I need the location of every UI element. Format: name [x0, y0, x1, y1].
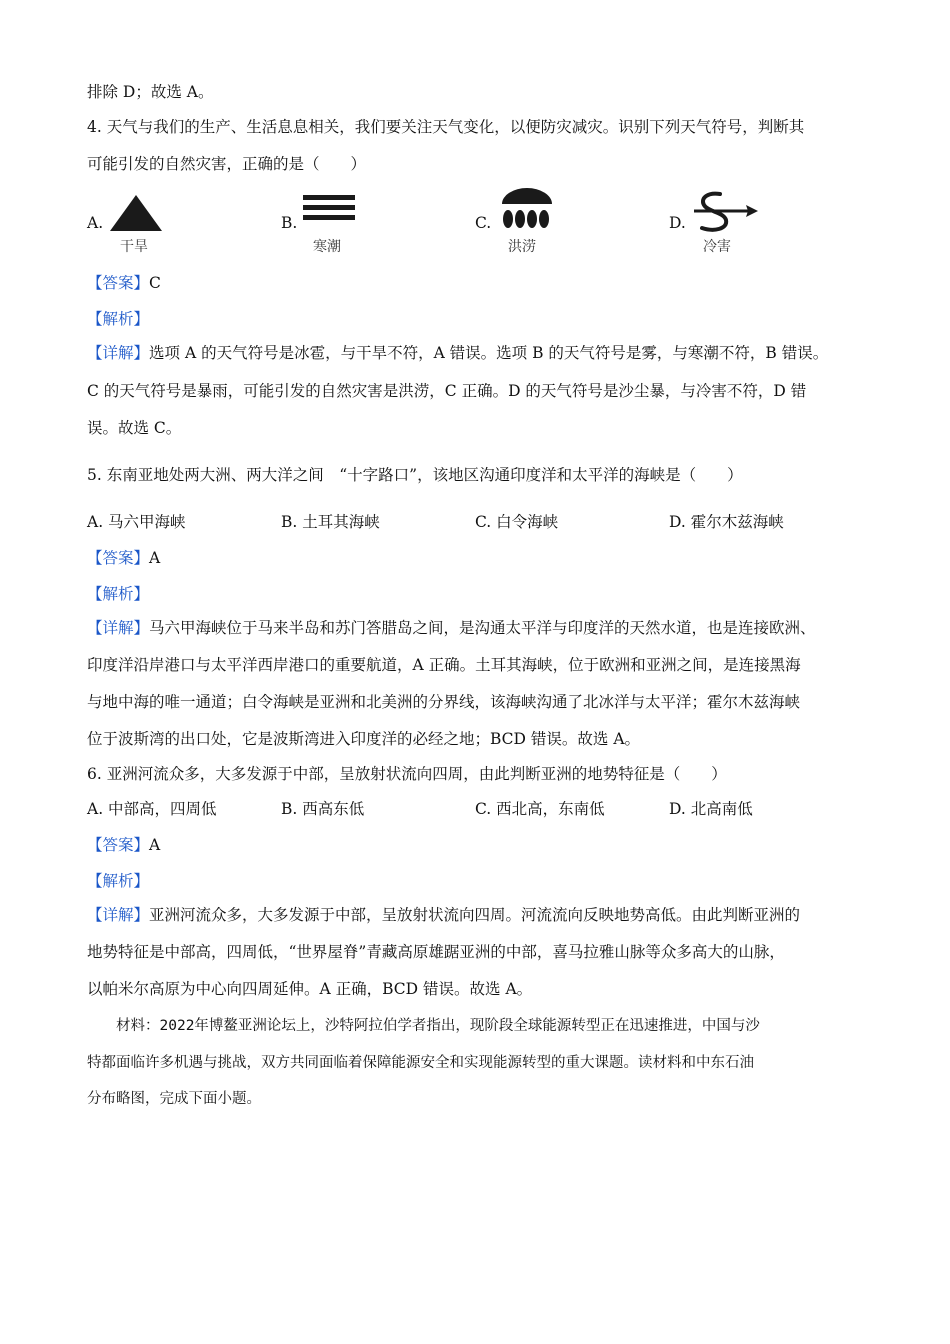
q4-detail-line-2: C 的天气符号是暴雨，可能引发的自然灾害是洪涝，C 正确。D 的天气符号是沙尘暴，与冷害不符，D 错: [87, 382, 807, 400]
q4-option-c-label: C.: [475, 214, 492, 232]
q4-option-a-label: A.: [87, 214, 104, 232]
detail-tag: 【详解】: [87, 344, 150, 362]
detail-text: 亚洲河流众多，大多发源于中部，呈放射状流向四周。河流流向反映地势高低。由此判断亚洲的: [149, 906, 801, 924]
q6-detail-line-1: [87, 905, 800, 925]
question-6-stem: 6. 亚洲河流众多，大多发源于中部，呈放射状流向四周，由此判断亚洲的地势特征是（ ）: [87, 765, 727, 783]
question-5-stem: 5. 东南亚地处两大洲、两大洋之间 “十字路口”，该地区沟通印度洋和太平洋的海峡是（ ）: [87, 466, 743, 484]
q6-answer: [87, 835, 160, 855]
rainstorm-icon: [498, 186, 556, 234]
text-line: 排除 D；故选 A。: [87, 83, 214, 101]
detail-tag: 【详解】: [87, 619, 150, 637]
q5-detail-line-4: 位于波斯湾的出口处，它是波斯湾进入印度洋的必经之地；BCD 错误。故选 A。: [87, 730, 641, 748]
q5-detail-line-3: 与地中海的唯一通道；白令海峡是亚洲和北美洲的分界线，该海峡沟通了北冰洋与太平洋；霍尔木兹海峡: [87, 693, 801, 711]
q4-analysis-tag: 【解析】: [87, 310, 150, 328]
q6-detail-line-3: 以帕米尔高原为中心向四周延伸。A 正确，BCD 错误。故选 A。: [87, 980, 533, 998]
q6-option-a: A. 中部高，四周低: [87, 800, 217, 818]
answer-value: A: [149, 836, 161, 854]
q6-option-c: C. 西北高，东南低: [475, 800, 605, 818]
material-line-1: 材料：2022年博鳌亚洲论坛上，沙特阿拉伯学者指出，现阶段全球能源转型正在迅速推进，中国与沙: [87, 1018, 760, 1034]
q5-answer: [87, 548, 160, 568]
detail-text: 马六甲海峡位于马来半岛和苏门答腊岛之间，是沟通太平洋与印度洋的天然水道，也是连接欧洲、: [149, 619, 816, 637]
q5-option-d: D. 霍尔木兹海峡: [669, 513, 784, 531]
q4-detail-line-3: 误。故选 C。: [87, 419, 182, 437]
answer-tag: 【答案】: [87, 549, 150, 567]
q6-analysis-tag: 【解析】: [87, 872, 150, 890]
question-4-stem: 4. 天气与我们的生产、生活息息相关，我们要关注天气变化，以便防灾减灾。识别下列天气符号，判断其: [87, 118, 805, 136]
q6-option-d: D. 北高南低: [669, 800, 753, 818]
answer-value: C: [149, 274, 161, 292]
q4-answer: [87, 273, 161, 293]
detail-tag: 【详解】: [87, 906, 150, 924]
answer-tag: 【答案】: [87, 274, 150, 292]
answer-tag: 【答案】: [87, 836, 150, 854]
q5-option-c: C. 白令海峡: [475, 513, 559, 531]
sandstorm-icon: [690, 190, 760, 234]
triangle-hail-icon: [108, 193, 164, 233]
q5-option-b: B. 土耳其海峡: [281, 513, 380, 531]
q4-option-b-label: B.: [281, 214, 298, 232]
detail-text: 选项 A 的天气符号是冰雹，与干旱不符，A 错误。选项 B 的天气符号是雾，与寒潮不符，B 错误。: [149, 344, 829, 362]
q4-option-d-caption: 冷害: [703, 239, 731, 255]
q4-detail-line-1: [87, 343, 828, 363]
q6-option-b: B. 西高东低: [281, 800, 365, 818]
material-line-3: 分布略图，完成下面小题。: [87, 1091, 261, 1107]
q4-option-d-label: D.: [669, 214, 686, 232]
answer-value: A: [149, 549, 161, 567]
q6-detail-line-2: 地势特征是中部高，四周低，“世界屋脊”青藏高原雄踞亚洲的中部，喜马拉雅山脉等众多高大的山脉，: [87, 943, 785, 961]
question-4-stem-cont: 可能引发的自然灾害，正确的是（ ）: [87, 155, 367, 173]
q4-option-a-caption: 干旱: [120, 239, 148, 255]
q4-option-c-caption: 洪涝: [508, 239, 536, 255]
q5-analysis-tag: 【解析】: [87, 585, 150, 603]
q5-detail-line-1: [87, 618, 816, 638]
q5-detail-line-2: 印度洋沿岸港口与太平洋西岸港口的重要航道，A 正确。土耳其海峡，位于欧洲和亚洲之间，是连接黑海: [87, 656, 801, 674]
q5-option-a: A. 马六甲海峡: [87, 513, 186, 531]
fog-lines-icon: [303, 195, 357, 229]
q4-option-b-caption: 寒潮: [313, 239, 341, 255]
material-line-2: 特都面临许多机遇与挑战，双方共同面临着保障能源安全和实现能源转型的重大课题。读材料和中东石油: [87, 1055, 754, 1071]
